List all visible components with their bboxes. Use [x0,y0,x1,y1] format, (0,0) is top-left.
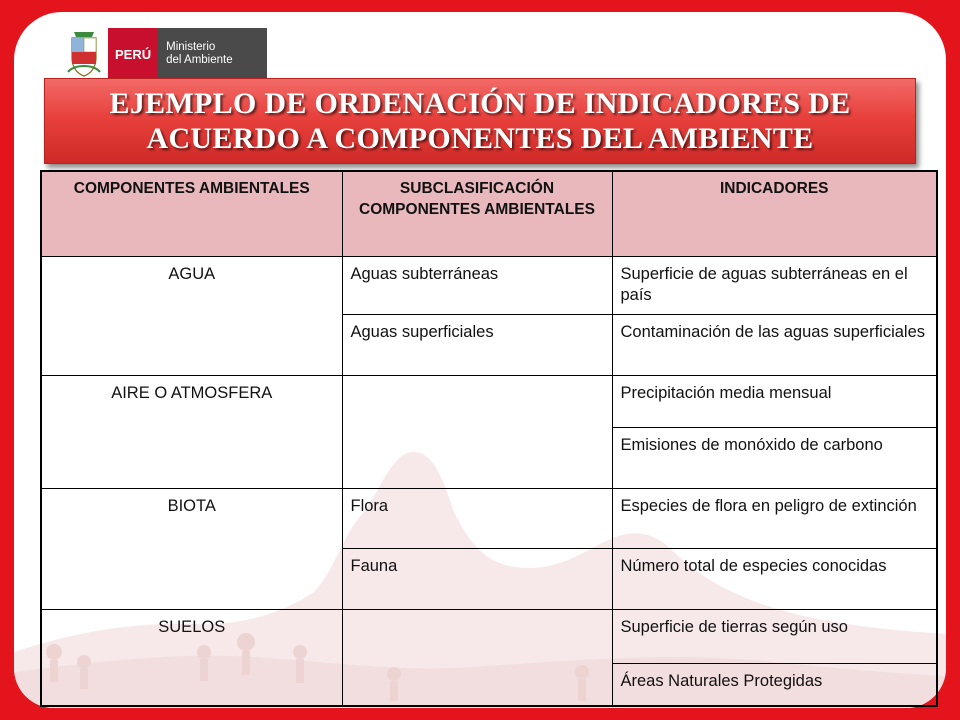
table-row [41,257,937,315]
component-cell: AGUA [41,257,342,376]
logo-country-label: PERÚ [108,28,158,80]
logo-ministry-label [158,28,267,80]
subclass-cell: Aguas subterráneas [342,257,612,315]
subclass-cell [342,376,612,489]
indicator-cell: Superficie de tierras según uso [612,610,937,664]
indicator-cell: Contaminación de las aguas superficiales [612,315,937,376]
subclass-cell: Flora [342,489,612,549]
table-row [41,610,937,664]
indicators-table [40,170,938,707]
column-header-indicators: INDICADORES [612,171,937,257]
column-header-components: COMPONENTES AMBIENTALES [41,171,342,257]
indicator-cell: Áreas Naturales Protegidas [612,664,937,706]
indicator-cell: Precipitación media mensual [612,376,937,428]
component-cell: SUELOS [41,610,342,706]
title-line-2: ACUERDO A COMPONENTES DEL AMBIENTE [146,122,814,155]
table-row [41,376,937,428]
indicator-cell: Emisiones de monóxido de carbono [612,428,937,489]
table-row [41,489,937,549]
subclass-cell: Fauna [342,549,612,610]
indicator-cell: Especies de flora en peligro de extinción [612,489,937,549]
component-cell: AIRE O ATMOSFERA [41,376,342,489]
title-line-1: EJEMPLO DE ORDENACIÓN DE INDICADORES DE [109,87,851,120]
subclass-cell [342,610,612,706]
ministry-logo [64,28,267,80]
column-header-subclassification: SUBCLASIFICACIÓN COMPONENTES AMBIENTALES [342,171,612,257]
component-cell: BIOTA [41,489,342,610]
subclass-cell: Aguas superficiales [342,315,612,376]
logo-ministry-line1: Ministerio [166,41,216,53]
indicator-cell: Superficie de aguas subterráneas en el país [612,257,937,315]
title-banner [44,78,916,164]
national-seal-icon [64,28,104,80]
logo-ministry-line2: del Ambiente [166,54,233,66]
table-header-row [41,171,937,257]
indicator-cell: Número total de especies conocidas [612,549,937,610]
